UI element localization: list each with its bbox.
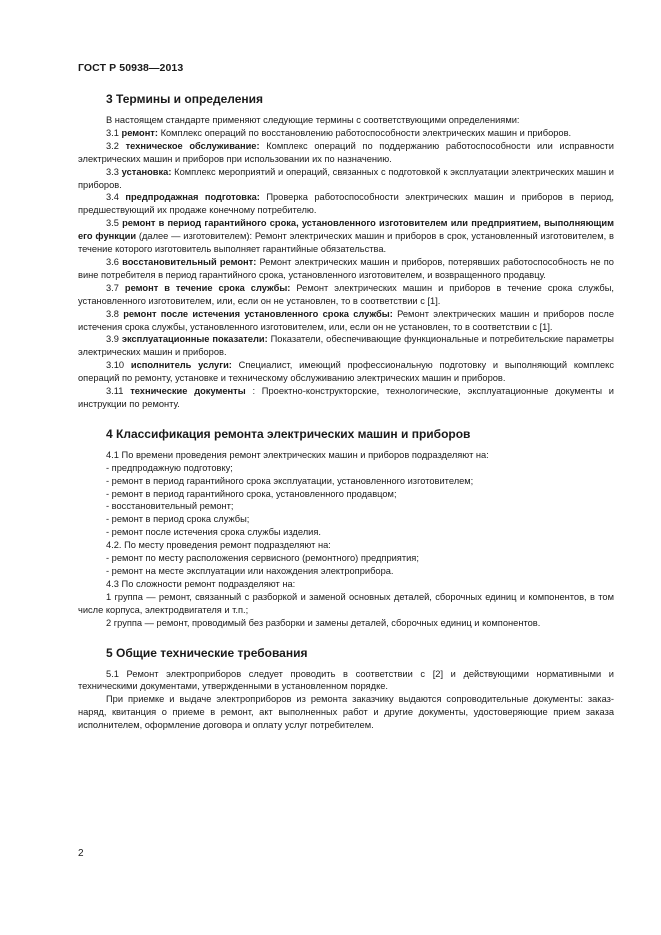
clause-number: 3.9 xyxy=(106,334,119,345)
paragraph xyxy=(78,475,614,488)
definition-text: 4.2. По месту проведения ремонт подразделяют на: xyxy=(106,540,331,551)
definition-text: - восстановительный ремонт; xyxy=(106,501,234,512)
paragraph xyxy=(78,449,614,462)
paragraph xyxy=(78,617,614,630)
paragraph xyxy=(78,488,614,501)
definition-text: 4.1 По времени проведения ремонт электрических машин и приборов подразделяют на: xyxy=(106,449,489,460)
paragraph xyxy=(78,217,614,256)
definition-text: (далее — изготовителем): Ремонт электрических машин и приборов в срок, установленный изготовителем, в течение которого изготовитель выполняет гарантийные обязательства. xyxy=(78,231,614,255)
definition-text: Ремонт электрических машин и приборов, потерявших работоспособность не по вине потребителя в период гарантийного срока, установленного изготовителем, и возвращенного продавцу. xyxy=(78,256,614,280)
term: технические документы xyxy=(130,386,246,397)
definition-text: Ремонт электрических машин и приборов после истечения срока службы, установленного изготовителем, или, если он не установлен, то в соответствии с [1]. xyxy=(78,308,614,332)
paragraph xyxy=(78,578,614,591)
term: ремонт в период гарантийного срока, установленного изготовителем или предприятием, выполняющим его функции xyxy=(78,218,614,242)
definition-text: Специалист, имеющий профессиональную подготовку и выполняющий комплекс операций по ремонту, установке и техническому обслуживанию электрических машин и приборов. xyxy=(78,360,614,384)
definition-text: 5.1 Ремонт электроприборов следует проводить в соответствии с [2] и действующими нормативными и техническими документами, утвержденными в установленном порядке. xyxy=(78,668,614,692)
clause-number: 3.5 xyxy=(106,218,119,229)
term: исполнитель услуги: xyxy=(130,360,232,371)
definition-text: Ремонт электрических машин и приборов в течение срока службы, установленного изготовителем, или, если он не установлен, то в соответствии с [1]. xyxy=(78,282,614,306)
term: ремонт после истечения установленного срока службы: xyxy=(123,308,393,319)
paragraph xyxy=(78,114,614,127)
paragraph xyxy=(78,462,614,475)
definition-text: - ремонт после истечения срока службы изделия. xyxy=(106,527,321,538)
clause-number: 3.1 xyxy=(106,127,119,138)
clause-number: 3.4 xyxy=(106,192,119,203)
definition-text: Показатели, обеспечивающие функциональные и потребительские параметры электрических машин и приборов. xyxy=(78,334,614,358)
clause-number: 3.7 xyxy=(106,282,119,293)
paragraph xyxy=(78,140,614,166)
section-3 xyxy=(78,92,614,411)
clause-number: 3.2 xyxy=(106,140,119,151)
clause-number: 3.10 xyxy=(106,360,125,371)
paragraph xyxy=(78,500,614,513)
paragraph xyxy=(78,166,614,192)
clause-number: 3.3 xyxy=(106,166,119,177)
document-code: ГОСТ Р 50938—2013 xyxy=(78,62,184,74)
clause-number: 3.11 xyxy=(106,386,124,397)
definition-text: - предпродажную подготовку; xyxy=(106,462,233,473)
paragraph xyxy=(78,385,614,411)
term: ремонт: xyxy=(121,127,158,138)
document-body xyxy=(78,92,614,748)
paragraph xyxy=(78,359,614,385)
paragraph xyxy=(78,127,614,140)
section-5 xyxy=(78,646,614,733)
paragraph xyxy=(78,565,614,578)
definition-text: Проверка работоспособности электрических машин и приборов в период, предшествующий их продаже конечному потребителю. xyxy=(78,192,614,216)
clause-number: 3.6 xyxy=(106,256,119,267)
term: восстановительный ремонт: xyxy=(122,256,257,267)
section-title: 4 Классификация ремонта электрических машин и приборов xyxy=(106,426,471,441)
term: эксплуатационные показатели: xyxy=(121,334,268,345)
section-title: 3 Термины и определения xyxy=(106,92,264,106)
paragraph xyxy=(78,256,614,282)
paragraph xyxy=(78,513,614,526)
definition-text: Комплекс операций по поддержанию работоспособности или исправности электрических машин и приборов при использовании их по назначению. xyxy=(78,140,614,164)
term: техническое обслуживание: xyxy=(125,140,260,151)
page-number: 2 xyxy=(78,848,84,859)
definition-text: - ремонт на месте эксплуатации или нахождения электроприбора. xyxy=(106,566,394,576)
section-4 xyxy=(78,427,614,630)
paragraph xyxy=(78,308,614,334)
definition-text: Комплекс мероприятий и операций, связанных с подготовкой к эксплуатации электрических машин и приборов. xyxy=(78,166,614,190)
paragraph xyxy=(78,552,614,565)
definition-text: В настоящем стандарте применяют следующие термины с соответствующими определениями: xyxy=(106,115,520,125)
definition-text: : Проектно-конструкторские, технологические, эксплуатационные документы и инструкции по ремонту. xyxy=(78,386,614,409)
term: предпродажная подготовка: xyxy=(125,192,260,203)
paragraph xyxy=(78,333,614,359)
clause-number: 3.8 xyxy=(106,308,119,319)
paragraph xyxy=(78,693,614,732)
term: ремонт в течение срока службы: xyxy=(124,282,291,293)
definition-text: - ремонт в период гарантийного срока эксплуатации, установленного изготовителем; xyxy=(106,475,474,486)
paragraph xyxy=(78,539,614,552)
definition-text: При приемке и выдаче электроприборов из ремонта заказчику выдаются сопроводительные документы: заказ-наряд, квитанция о приеме в ремонт, акт выполненных работ и другие документы, удостоверяющие прием заказа исполнителем, оформление договора и оплату услуг потребителем. xyxy=(78,694,614,731)
definition-text: - ремонт в период срока службы; xyxy=(106,514,250,525)
section-title: 5 Общие технические требования xyxy=(106,645,308,660)
paragraph xyxy=(78,282,614,308)
term: установка: xyxy=(121,166,172,177)
definition-text: 4.3 По сложности ремонт подразделяют на: xyxy=(106,578,296,589)
definition-text: - ремонт в период гарантийного срока, установленного продавцом; xyxy=(106,488,397,499)
paragraph xyxy=(78,591,614,617)
paragraph xyxy=(78,191,614,217)
definition-text: 2 группа — ремонт, проводимый без разборки и замены деталей, сборочных единиц и компонентов. xyxy=(106,617,541,628)
definition-text: - ремонт по месту расположения сервисного (ремонтного) предприятия; xyxy=(106,553,419,564)
paragraph xyxy=(78,526,614,539)
definition-text: Комплекс операций по восстановлению работоспособности электрических машин и приборов. xyxy=(160,127,572,138)
definition-text: 1 группа — ремонт, связанный с разборкой и заменой основных деталей, сборочных единиц и компонентов, в том числе корпуса, электродвигателя и т.п.; xyxy=(78,591,614,615)
paragraph xyxy=(78,668,614,694)
